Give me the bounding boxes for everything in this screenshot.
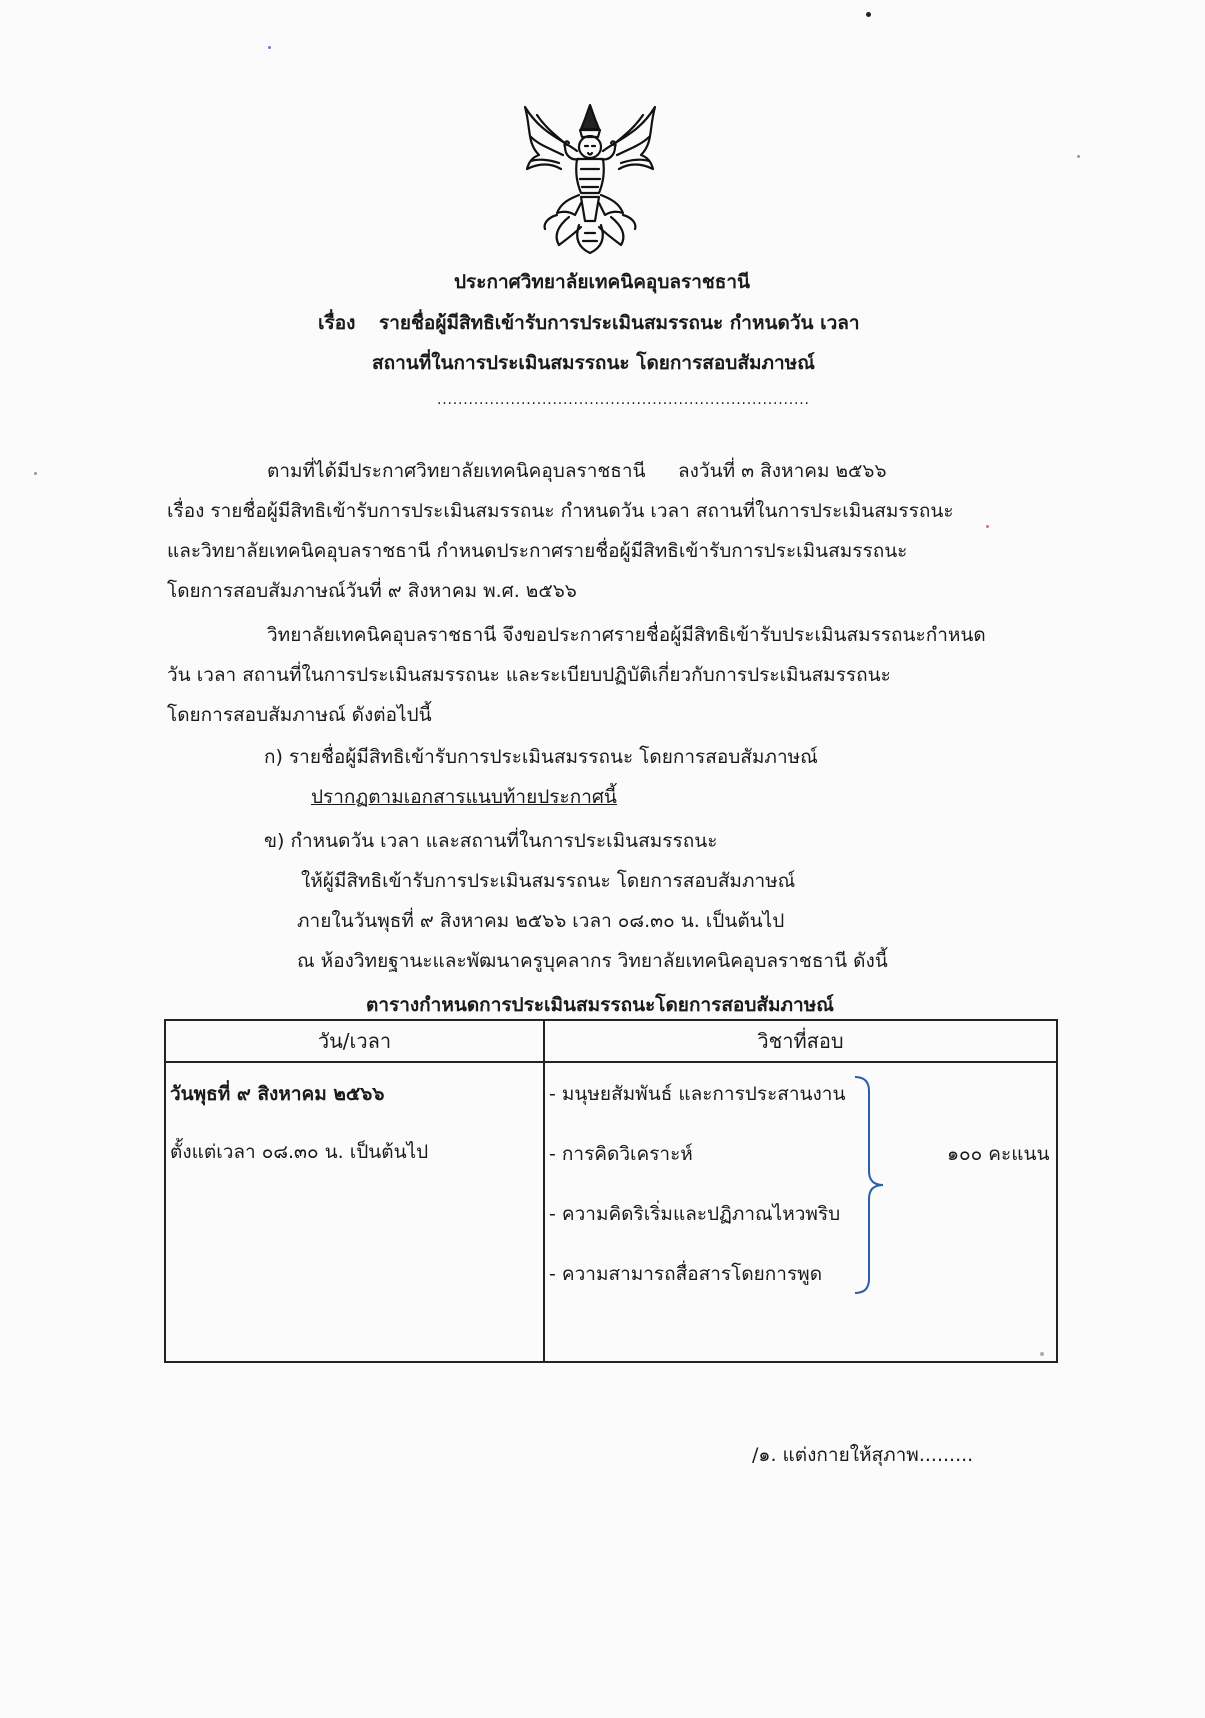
- item-b-line-4: ณ ห้องวิทยฐานะและพัฒนาครูบุคลากร วิทยาลัยเทคนิคอุบลราชธานี ดังนี้: [297, 950, 888, 972]
- exam-time: ตั้งแต่เวลา ๐๘.๓๐ น. เป็นต้นไป: [170, 1141, 429, 1163]
- column-header-subject: วิชาที่สอบ: [544, 1020, 1057, 1062]
- paragraph-1-line-1a: ตามที่ได้มีประกาศวิทยาลัยเทคนิคอุบลราชธานี: [267, 460, 646, 482]
- subject-item: - มนุษยสัมพันธ์ และการประสานงาน: [549, 1083, 846, 1105]
- continuation-text: /๑. แต่งกายให้สุภาพ.........: [752, 1444, 974, 1466]
- scan-speck: [1077, 155, 1080, 158]
- column-header-datetime: วัน/เวลา: [165, 1020, 544, 1062]
- item-b: ข) กำหนดวัน เวลา และสถานที่ในการประเมินสมรรถนะ: [264, 830, 718, 852]
- document-title: ประกาศวิทยาลัยเทคนิคอุบลราชธานี: [454, 271, 751, 293]
- item-b-line-3: ภายในวันพุธที่ ๙ สิงหาคม ๒๕๖๖ เวลา ๐๘.๓๐ น. เป็นต้นไป: [297, 910, 785, 932]
- subject-cell: [544, 1062, 1057, 1362]
- schedule-table: [164, 1019, 1058, 1363]
- item-b-line-2: ให้ผู้มีสิทธิเข้ารับการประเมินสมรรถนะ โดยการสอบสัมภาษณ์: [301, 870, 796, 892]
- paragraph-2-line-1: วิทยาลัยเทคนิคอุบลราชธานี จึงขอประกาศรายชื่อผู้มีสิทธิเข้ารับประเมินสมรรถนะกำหนด: [267, 624, 986, 646]
- table-caption: ตารางกำหนดการประเมินสมรรถนะโดยการสอบสัมภาษณ์: [366, 994, 834, 1016]
- subject-label: เรื่อง: [318, 312, 356, 334]
- garuda-emblem-icon: [519, 99, 661, 257]
- subject-line-2: สถานที่ในการประเมินสมรรถนะ โดยการสอบสัมภาษณ์: [372, 352, 815, 374]
- subject-line-1: รายชื่อผู้มีสิทธิเข้ารับการประเมินสมรรถนะ กำหนดวัน เวลา: [379, 312, 860, 334]
- scan-speck: [866, 12, 871, 17]
- subject-item: - ความสามารถสื่อสารโดยการพูด: [549, 1263, 823, 1285]
- scan-speck: [986, 525, 989, 528]
- paragraph-2-line-2: วัน เวลา สถานที่ในการประเมินสมรรถนะ และระเบียบปฏิบัติเกี่ยวกับการประเมินสมรรถนะ: [167, 664, 891, 686]
- subject-item: - การคิดวิเคราะห์: [549, 1143, 693, 1165]
- paragraph-1-line-3: และวิทยาลัยเทคนิคอุบลราชธานี กำหนดประกาศรายชื่อผู้มีสิทธิเข้ารับการประเมินสมรรถนะ: [167, 540, 908, 562]
- right-brace-icon: [851, 1073, 885, 1299]
- scan-speck: [268, 46, 271, 49]
- subject-item: - ความคิดริเริ่มและปฏิภาณไหวพริบ: [549, 1203, 841, 1225]
- item-a: ก) รายชื่อผู้มีสิทธิเข้ารับการประเมินสมรรถนะ โดยการสอบสัมภาษณ์: [264, 746, 818, 768]
- paragraph-2-line-3: โดยการสอบสัมภาษณ์ ดังต่อไปนี้: [167, 704, 432, 726]
- table-row: [165, 1062, 1057, 1362]
- total-score: ๑๐๐ คะแนน: [947, 1143, 1050, 1165]
- table-header-row: [165, 1020, 1057, 1062]
- header-separator: .......................................................................: [437, 392, 810, 408]
- paragraph-1-line-2: เรื่อง รายชื่อผู้มีสิทธิเข้ารับการประเมินสมรรถนะ กำหนดวัน เวลา สถานที่ในการประเมินสมรรถนะ: [167, 500, 954, 522]
- scan-speck: [34, 472, 37, 475]
- paragraph-1-line-1b: ลงวันที่ ๓ สิงหาคม ๒๕๖๖: [678, 460, 887, 482]
- paragraph-1-line-4: โดยการสอบสัมภาษณ์วันที่ ๙ สิงหาคม พ.ศ. ๒๕๖๖: [167, 580, 577, 602]
- exam-date: วันพุธที่ ๙ สิงหาคม ๒๕๖๖: [170, 1083, 385, 1105]
- item-a-note: ปรากฏตามเอกสารแนบท้ายประกาศนี้: [311, 786, 617, 808]
- datetime-cell: [165, 1062, 544, 1362]
